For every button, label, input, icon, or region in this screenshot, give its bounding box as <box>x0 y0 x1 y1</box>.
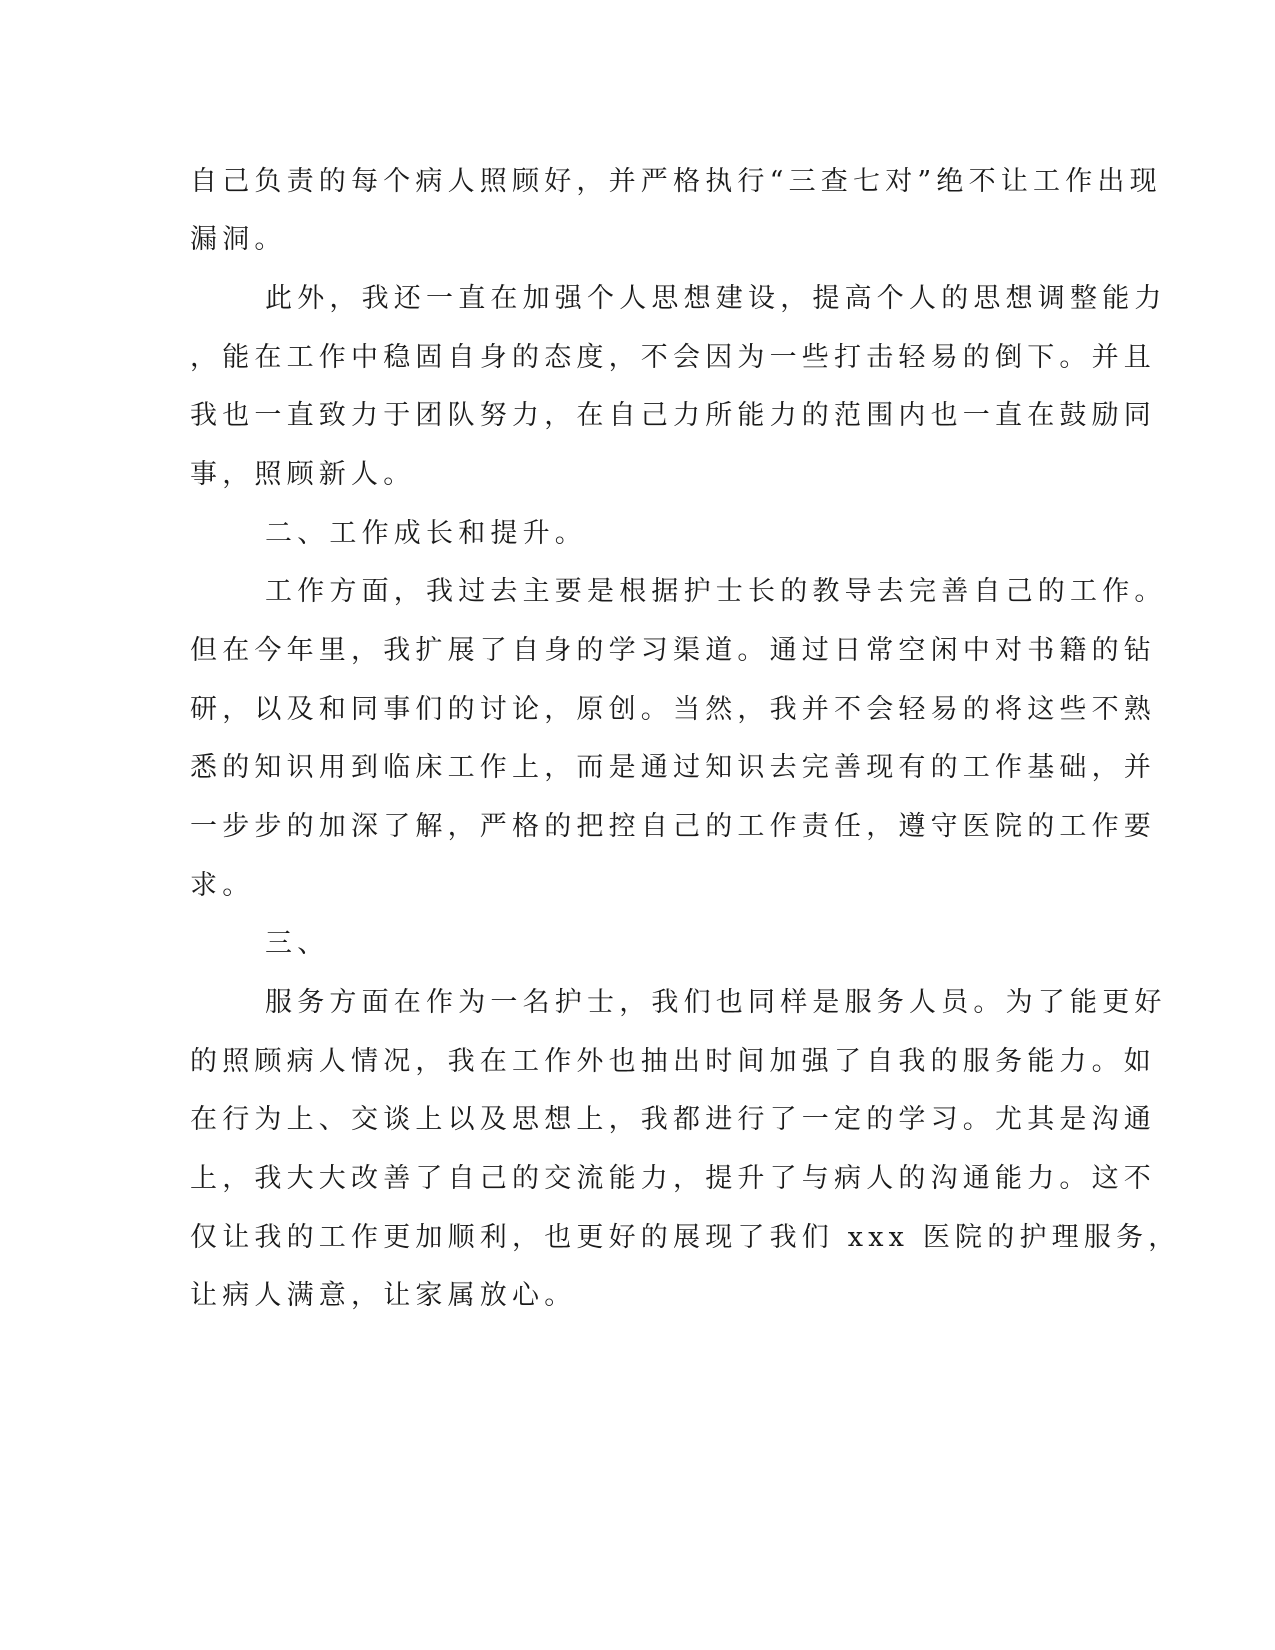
text-line: 我也一直致力于团队努力，在自己力所能力的范围内也一直在鼓励同 <box>190 400 1156 431</box>
text-line: ，能在工作中稳固自身的态度，不会因为一些打击轻易的倒下。并且 <box>190 342 1156 373</box>
text-line: 但在今年里，我扩展了自身的学习渠道。通过日常空闲中对书籍的钻 <box>190 635 1156 666</box>
text-line: 漏洞。 <box>190 224 287 255</box>
text-line: 仅让我的工作更加顺利，也更好的展现了我们 xxx 医院的护理服务， <box>190 1222 1181 1253</box>
text-line: 自己负责的每个病人照顾好，并严格执行“三查七对”绝不让工作出现 <box>190 166 1162 197</box>
paragraph-first-line: 此外，我还一直在加强个人思想建设，提高个人的思想调整能力 <box>265 283 1167 314</box>
paragraph-first-line: 服务方面在作为一名护士，我们也同样是服务人员。为了能更好 <box>265 987 1167 1018</box>
text-line: 研，以及和同事们的讨论，原创。当然，我并不会轻易的将这些不熟 <box>190 694 1156 725</box>
text-line: 在行为上、交谈上以及思想上，我都进行了一定的学习。尤其是沟通 <box>190 1104 1156 1135</box>
text-line: 事，照顾新人。 <box>190 459 416 490</box>
text-line: 上，我大大改善了自己的交流能力，提升了与病人的沟通能力。这不 <box>190 1163 1156 1194</box>
text-line: 悉的知识用到临床工作上，而是通过知识去完善现有的工作基础，并 <box>190 752 1156 783</box>
text-line: 的照顾病人情况，我在工作外也抽出时间加强了自我的服务能力。如 <box>190 1046 1156 1077</box>
text-line: 一步步的加深了解，严格的把控自己的工作责任，遵守医院的工作要 <box>190 811 1156 842</box>
text-line: 让病人满意，让家属放心。 <box>190 1280 577 1311</box>
section-heading: 二、工作成长和提升。 <box>265 518 587 549</box>
paragraph-first-line: 工作方面，我过去主要是根据护士长的教导去完善自己的工作。 <box>265 576 1167 607</box>
section-heading: 三、 <box>265 928 330 959</box>
text-line: 求。 <box>190 870 255 901</box>
